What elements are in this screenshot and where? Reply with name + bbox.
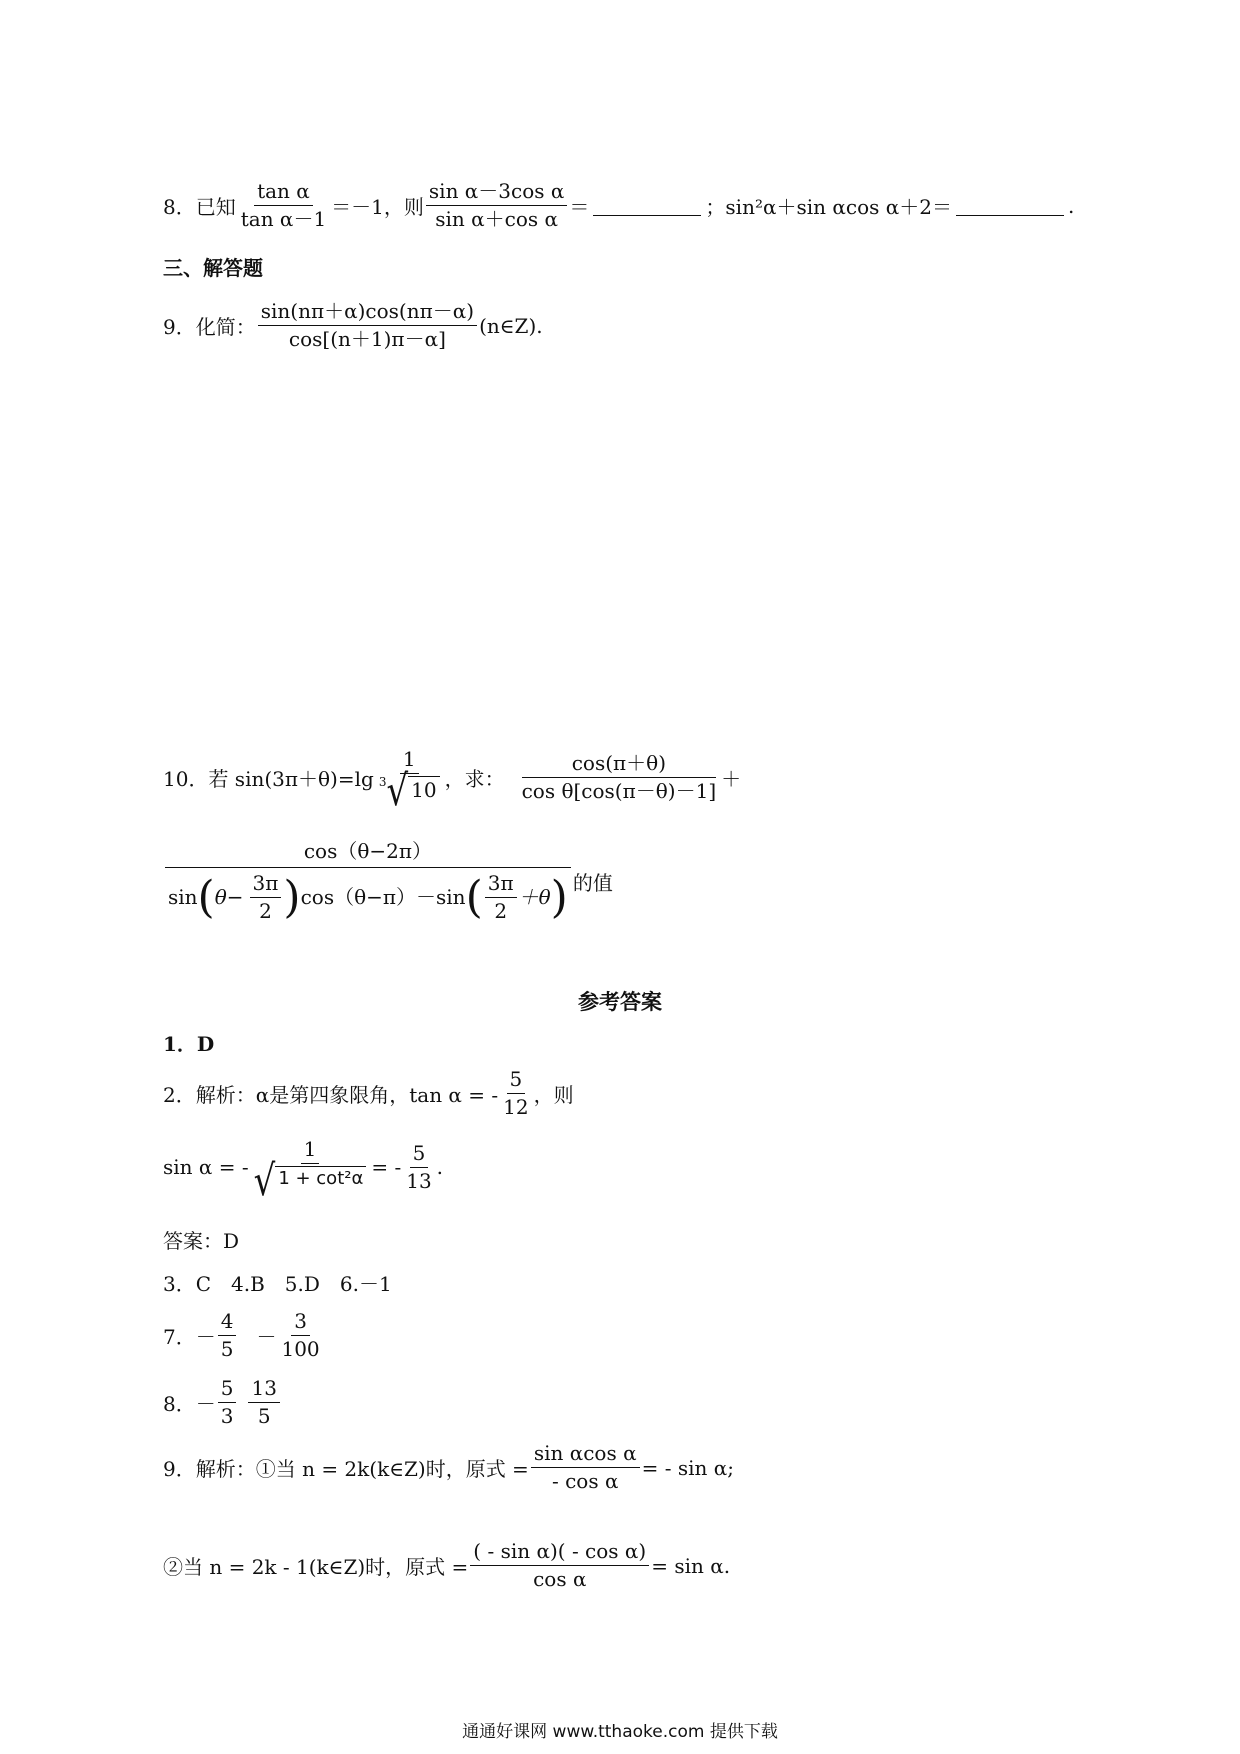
q9-fraction: $\frac{\sin(n\pi+\alpha)\cos(n\pi-\alpha)}{\cos[(n+1)\pi-\alpha]}$ [258, 300, 477, 351]
answer-2-line-2: sin α = - 1 √ 1 + cot²α = - $\frac{5}{13}$ . [163, 1137, 444, 1206]
answer-8: 8．－ $\frac{5}{3}$ $\frac{13}{5}$ [163, 1377, 282, 1428]
answers-3-6: 3．C 4.B 5.D 6.－1 [163, 1272, 392, 1296]
question-9: 9．化简： $\frac{\sin(n\pi+\alpha)\cos(n\pi-\alpha)}{\cos[(n+1)\pi-\alpha]}$ (n∈Z). [163, 299, 543, 351]
question-10-continued: cos（θ−2π） sin ( θ− $\frac{3\pi}{2}$ ) cos（θ−π）－sin ( $\frac{3\pi}{2}$ ＋θ ) 的值 [163, 840, 613, 923]
q8-number: 8．已知 [163, 195, 236, 219]
answer-2-line-1: 2．解析：α是第四象限角，tan α = - $\frac{5}{12}$ ，则 [163, 1067, 574, 1119]
answer-2-result: 答案：D [163, 1229, 240, 1253]
section-heading: 三、解答题 [163, 256, 263, 280]
footer-credit: 通通好课网 www.tthaoke.com 提供下载 [462, 1722, 778, 1742]
answer-blank-2[interactable] [956, 195, 1064, 216]
answers-title: 参考答案 [578, 990, 662, 1014]
cube-root: 3 √ 10 [379, 776, 440, 806]
question-8: 8．已知 $\frac{\text{tan α}}{\text{tan α－1}}$ ＝－1，则 $\frac{\text{sin α－3cos α}}{\text{sin α＋cos α}}$ ＝ ；sin²α＋sin αcos α＋2＝ . [163, 179, 1075, 231]
radical-sign-icon: √ [386, 766, 409, 816]
question-10: 10．若 sin(3π＋θ)=lg 1 3 √ 10 ，求： $\frac{\cos(\pi+\theta)}{\text{cos θ[cos(π－θ)－1]}}$ ＋ [163, 747, 742, 816]
answer-1: 1．D [163, 1032, 215, 1056]
answer-blank-1[interactable] [593, 195, 701, 216]
q8-fraction-2: $\frac{\text{sin α－3cos α}}{\text{sin α＋cos α}}$ [426, 180, 568, 231]
q10-fraction-2: cos（θ−2π） sin ( θ− $\frac{3\pi}{2}$ ) cos（θ−π）－sin ( $\frac{3\pi}{2}$ ＋θ ) [165, 840, 571, 923]
q10-lg-fraction: 1 3 √ 10 [376, 748, 443, 806]
answer-7: 7．－ $\frac{4}{5}$ － $\frac{3}{100}$ [163, 1309, 320, 1361]
q10-fraction-1: $\frac{\cos(\pi+\theta)}{\text{cos θ[cos(π－θ)－1]}}$ [521, 750, 717, 803]
square-root-icon: √ [253, 1156, 276, 1206]
answer-9-line-1: 9．解析：①当 n = 2k(k∈Z)时，原式 = $\frac{\text{sin αcos α}}{\text{- cos α}}$ = - sin α; [163, 1441, 734, 1493]
q8-fraction-1: $\frac{\text{tan α}}{\text{tan α－1}}$ [240, 179, 327, 231]
answer-9-line-2: ②当 n = 2k - 1(k∈Z)时，原式 = $\frac{\text{( - sin α)( - cos α)}}{\text{cos α}}$ = sin α. [163, 1539, 731, 1591]
